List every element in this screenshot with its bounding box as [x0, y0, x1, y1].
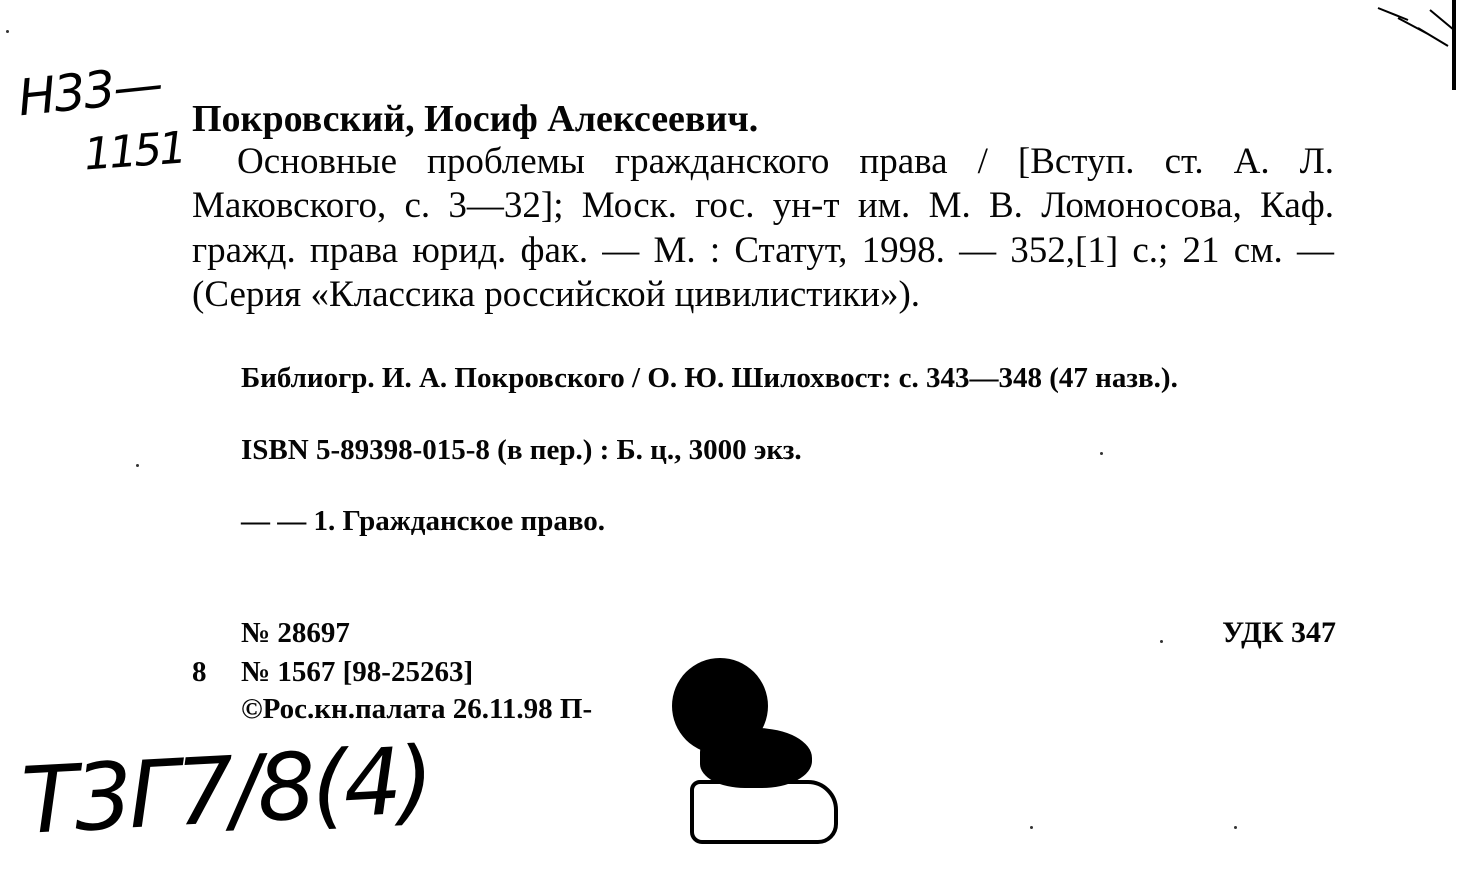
registration-number: № 28697 — [241, 617, 350, 649]
speck — [6, 30, 9, 33]
copyright-line: ©Рос.кн.палата 26.11.98 П- — [241, 693, 593, 725]
handwritten-shelf-code-line2: 1151 — [82, 122, 186, 181]
ink-blot — [672, 658, 768, 754]
speck — [1030, 826, 1033, 829]
card-number: № 1567 [98-25263] — [241, 656, 474, 688]
subject-heading: — — 1. Гражданское право. — [241, 505, 606, 537]
speck — [1100, 452, 1103, 455]
bibliography-note: Библиогр. И. А. Покровского / О. Ю. Шилохвост: с. 343—348 (47 назв.). — [241, 362, 1178, 394]
udk-code: УДК 347 — [1222, 616, 1336, 649]
handwritten-shelf-code-line1: Н33— — [15, 54, 164, 128]
card-count-prefix: 8 — [192, 656, 207, 688]
speck — [136, 464, 139, 467]
title-description: Основные проблемы гражданского права / [Вступ. ст. А. Л. Маковского, с. 3—32]; Моск. гос. ун-т им. М. В. Ломоносова, Каф. гражд. права юрид. фак. — М. : Статут, 1998. — 352,[1] с.; 21 см. — (Серия «Классика российской цивилистики»). — [192, 141, 1334, 316]
speck — [1234, 826, 1237, 829]
ink-smear — [690, 780, 838, 844]
corner-scratch-marks — [1368, 0, 1458, 90]
speck — [1160, 640, 1163, 643]
isbn-line: ISBN 5-89398-015-8 (в пер.) : Б. ц., 3000 экз. — [241, 434, 802, 466]
author-heading: Покровский, Иосиф Алексеевич. — [192, 98, 759, 140]
handwritten-classification-code: Т3Г7/8(4) — [19, 726, 433, 855]
